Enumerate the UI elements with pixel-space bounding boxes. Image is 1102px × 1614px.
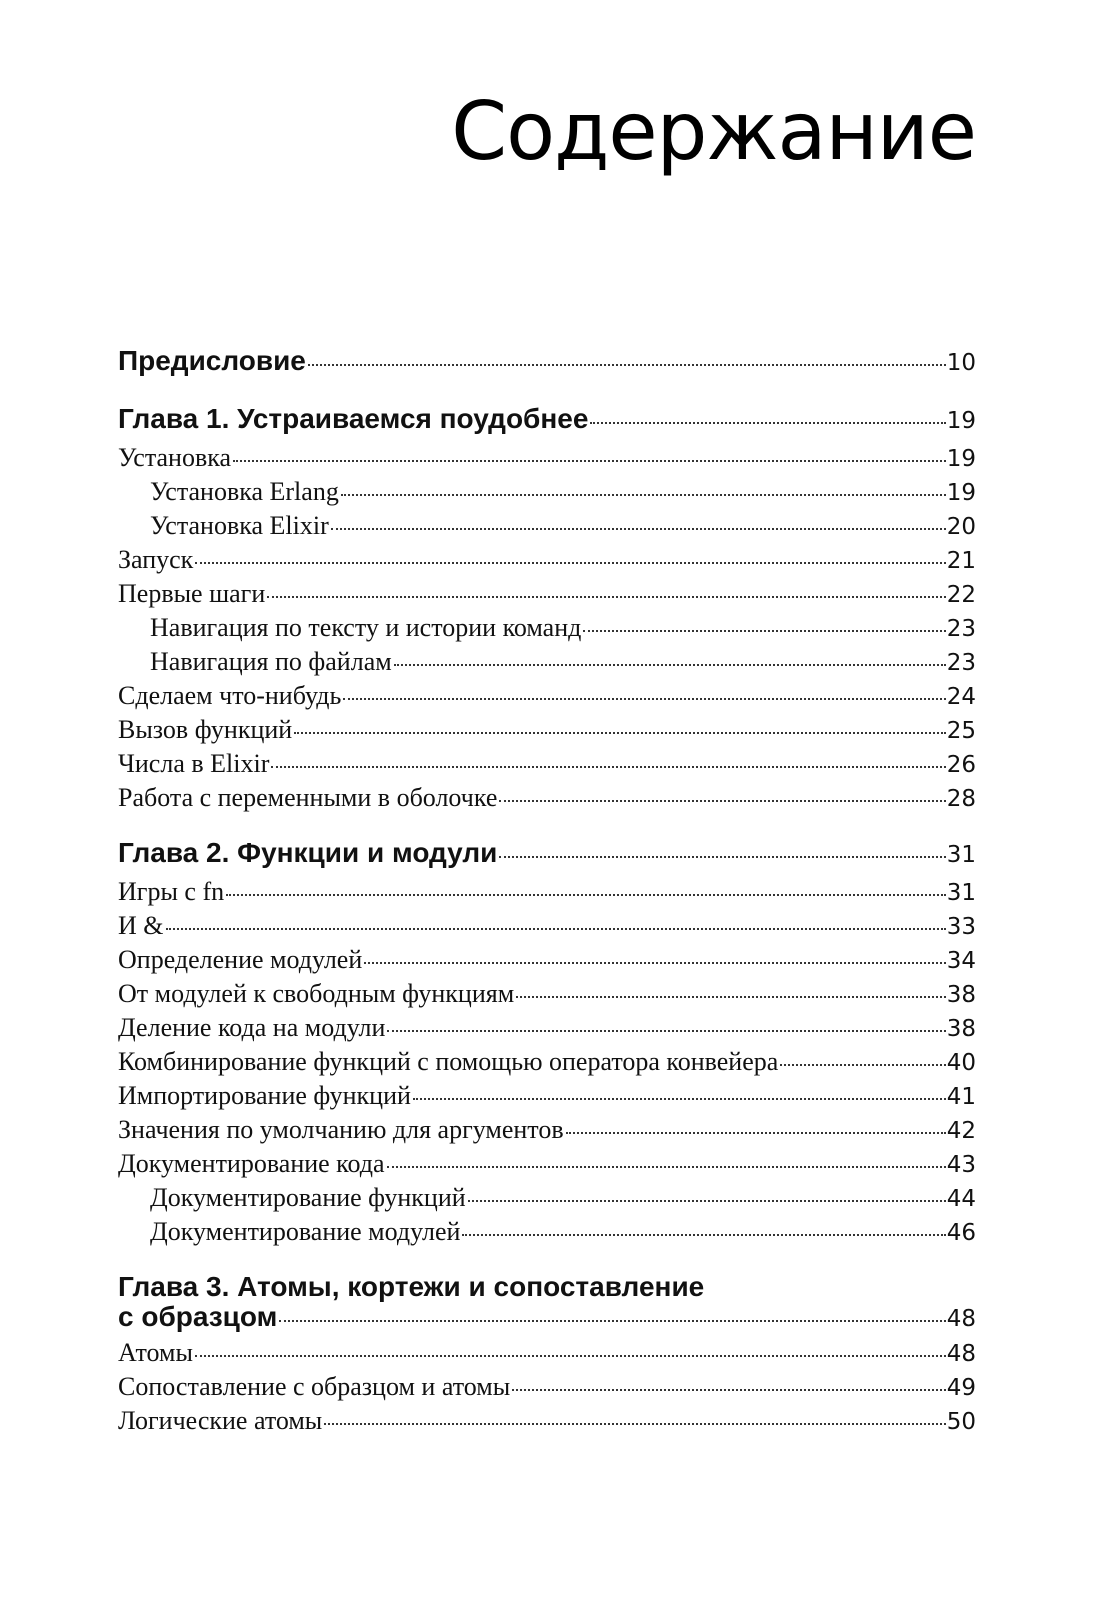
page-title: Содержание (451, 85, 976, 178)
toc-entry-label: Деление кода на модули (118, 1013, 386, 1042)
toc-page-number: 25 (946, 718, 976, 744)
toc-page-number: 42 (946, 1118, 976, 1144)
toc-page-number: 48 (946, 1341, 976, 1367)
toc-page-number: 46 (946, 1220, 976, 1246)
dot-leader (499, 856, 945, 858)
toc-entry-label: Вызов функций (118, 715, 293, 744)
dot-leader (294, 732, 946, 734)
toc-entry[interactable] (118, 1219, 976, 1246)
toc-entry[interactable] (118, 1374, 976, 1401)
toc-entry[interactable] (118, 947, 976, 974)
toc-page-number: 26 (946, 752, 976, 778)
toc-entry[interactable] (118, 717, 976, 744)
toc-entry-label: Числа в Elixir (118, 749, 270, 778)
toc-entry[interactable] (118, 649, 976, 676)
dot-leader (195, 1355, 946, 1357)
table-of-contents (118, 346, 976, 1442)
toc-entry[interactable] (118, 1340, 976, 1367)
toc-entry-label: Комбинирование функций с помощью оператора конвейера (118, 1047, 779, 1076)
toc-page-number: 49 (946, 1375, 976, 1401)
toc-entry-label: И & (118, 911, 164, 940)
dot-leader (566, 1132, 946, 1134)
dot-leader (413, 1098, 946, 1100)
toc-entry-label: Навигация по тексту и истории команд (150, 613, 582, 642)
toc-entry-label: Документирование кода (118, 1149, 385, 1178)
toc-page-number: 24 (946, 684, 976, 710)
toc-entry[interactable] (118, 445, 976, 472)
toc-entry-label: Документирование модулей (150, 1217, 461, 1246)
toc-entry-label: Первые шаги (118, 579, 266, 608)
toc-entry[interactable] (118, 751, 976, 778)
toc-page-number: 23 (946, 616, 976, 642)
toc-page-number: 50 (946, 1409, 976, 1435)
dot-leader (512, 1389, 946, 1391)
toc-page-number: 31 (946, 880, 976, 906)
dot-leader (780, 1064, 945, 1066)
toc-page-number: 48 (946, 1306, 976, 1332)
dot-leader (468, 1200, 946, 1202)
toc-entry-label: Глава 2. Функции и модули (118, 837, 498, 868)
toc-entry-label: Глава 1. Устраиваемся поудобнее (118, 403, 589, 434)
toc-entry-label: Импортирование функций (118, 1081, 411, 1110)
dot-leader (499, 800, 945, 802)
dot-leader (583, 630, 945, 632)
toc-entry-label: Определение модулей (118, 945, 363, 974)
toc-entry-label: Установка Elixir (150, 511, 329, 540)
toc-entry-label: Логические атомы (118, 1406, 323, 1435)
toc-entry-label-line1: Глава 3. Атомы, кортежи и сопоставление (118, 1271, 705, 1302)
toc-entry-label: Предисловие (118, 345, 306, 376)
toc-page-number: 43 (946, 1152, 976, 1178)
toc-entry-label: Сопоставление с образцом и атомы (118, 1372, 511, 1401)
toc-entry-label: Навигация по файлам (150, 647, 392, 676)
toc-page-number: 19 (946, 408, 976, 434)
toc-entry[interactable] (118, 1117, 976, 1144)
toc-entry[interactable] (118, 513, 976, 540)
toc-entry-label: Работа с переменными в оболочке (118, 783, 498, 812)
toc-page-number: 19 (946, 480, 976, 506)
dot-leader (364, 962, 945, 964)
toc-entry[interactable] (118, 981, 976, 1008)
toc-entry-label: Установка Erlang (150, 477, 339, 506)
toc-entry-label: Сделаем что-нибудь (118, 681, 342, 710)
toc-entry[interactable] (118, 913, 976, 940)
toc-entry[interactable] (118, 479, 976, 506)
toc-page-number: 28 (946, 786, 976, 812)
toc-entry-label: Установка (118, 443, 232, 472)
toc-entry[interactable] (118, 785, 976, 812)
toc-entry-label: Документирование функций (150, 1183, 466, 1212)
toc-entry[interactable] (118, 1408, 976, 1435)
dot-leader (166, 928, 946, 930)
toc-entry[interactable] (118, 1049, 976, 1076)
toc-entry-label: Игры с fn (118, 877, 225, 906)
toc-page-number: 22 (946, 582, 976, 608)
toc-entry[interactable] (118, 1015, 976, 1042)
dot-leader (343, 698, 945, 700)
toc-entry-label: От модулей к свободным функциям (118, 979, 515, 1008)
toc-page-number: 10 (946, 350, 976, 376)
toc-page-number: 23 (946, 650, 976, 676)
dot-leader (516, 996, 946, 998)
toc-entry-preface[interactable] (118, 346, 976, 378)
dot-leader (267, 596, 945, 598)
toc-page-number: 34 (946, 948, 976, 974)
toc-entry[interactable] (118, 1185, 976, 1212)
dot-leader (271, 766, 945, 768)
dot-leader (590, 422, 945, 424)
dot-leader (331, 528, 946, 530)
toc-entry[interactable] (118, 547, 976, 574)
toc-page-number: 20 (946, 514, 976, 540)
toc-entry-label-line2: с образцом (118, 1301, 278, 1332)
dot-leader (462, 1234, 945, 1236)
dot-leader (341, 494, 946, 496)
toc-page-number: 44 (946, 1186, 976, 1212)
dot-leader (308, 364, 946, 366)
toc-page-number: 41 (946, 1084, 976, 1110)
toc-entry[interactable] (118, 615, 976, 642)
toc-entry-label: Атомы (118, 1338, 193, 1367)
dot-leader (195, 562, 945, 564)
toc-page-number: 19 (946, 446, 976, 472)
toc-entry-chapter-1[interactable] (118, 404, 976, 436)
toc-entry[interactable] (118, 581, 976, 608)
toc-page-number: 40 (946, 1050, 976, 1076)
dot-leader (226, 894, 946, 896)
toc-page-number: 38 (946, 982, 976, 1008)
toc-entry[interactable] (118, 1151, 976, 1178)
toc-page-number: 31 (946, 842, 976, 868)
dot-leader (394, 664, 946, 666)
dot-leader (387, 1030, 945, 1032)
toc-entry[interactable] (118, 683, 976, 710)
toc-entry-chapter-3[interactable] (118, 1272, 976, 1334)
dot-leader (324, 1423, 945, 1425)
toc-entry-chapter-3-last-line (118, 1302, 976, 1334)
toc-entry-label: Значения по умолчанию для аргументов (118, 1115, 564, 1144)
toc-page-number: 33 (946, 914, 976, 940)
dot-leader (279, 1320, 945, 1322)
dot-leader (233, 460, 946, 462)
toc-page-number: 38 (946, 1016, 976, 1042)
toc-entry[interactable] (118, 1083, 976, 1110)
toc-entry-label: Запуск (118, 545, 194, 574)
toc-entry-chapter-2[interactable] (118, 838, 976, 870)
dot-leader (387, 1166, 946, 1168)
toc-entry[interactable] (118, 879, 976, 906)
toc-page-number: 21 (946, 548, 976, 574)
